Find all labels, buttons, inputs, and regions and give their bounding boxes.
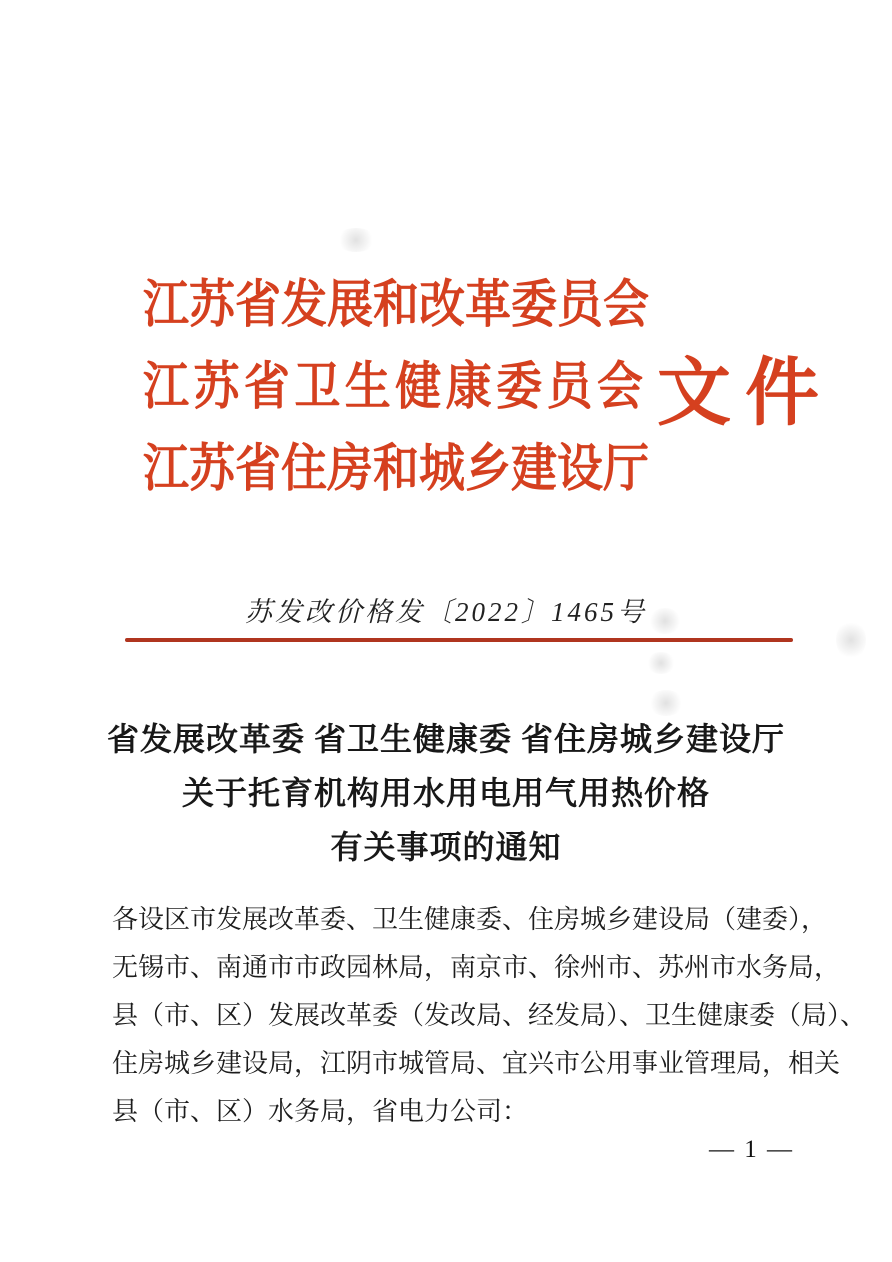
scan-smudge bbox=[646, 652, 676, 674]
document-title bbox=[56, 712, 836, 874]
body-line-5: 县（市、区）水务局，省电力公司： bbox=[112, 1097, 529, 1126]
body-line-1: 各设区市发展改革委、卫生健康委、住房城乡建设局（建委）， bbox=[112, 905, 828, 934]
red-divider-line bbox=[125, 638, 793, 642]
title-line-1: 省发展改革委 省卫生健康委 省住房城乡建设厅 bbox=[106, 721, 785, 757]
title-line-3: 有关事项的通知 bbox=[330, 829, 562, 865]
body-line-3: 县（市、区）发展改革委（发改局、经发局）、卫生健康委（局）、 bbox=[112, 1001, 867, 1030]
document-body bbox=[112, 896, 867, 1136]
scan-smudge bbox=[336, 228, 376, 252]
document-type-label: 文件 bbox=[657, 353, 833, 435]
body-line-2: 无锡市、南通市市政园林局，南京市、徐州市、苏州市水务局， bbox=[112, 953, 841, 982]
body-line-4: 住房城乡建设局，江阴市城管局、宜兴市公用事业管理局，相关 bbox=[112, 1049, 841, 1078]
title-line-2: 关于托育机构用水用电用气用热价格 bbox=[181, 775, 710, 811]
letterhead-agencies bbox=[143, 264, 649, 510]
letterhead bbox=[143, 264, 833, 510]
page-number: — 1 — bbox=[709, 1136, 794, 1163]
agency-name-2: 江苏省卫生健康委员会 bbox=[143, 357, 643, 415]
agency-name-1: 江苏省发展和改革委员会 bbox=[143, 275, 649, 333]
document-number: 苏发改价格发〔2022〕1465号 bbox=[245, 597, 647, 627]
agency-name-3: 江苏省住房和城乡建设厅 bbox=[143, 439, 649, 497]
